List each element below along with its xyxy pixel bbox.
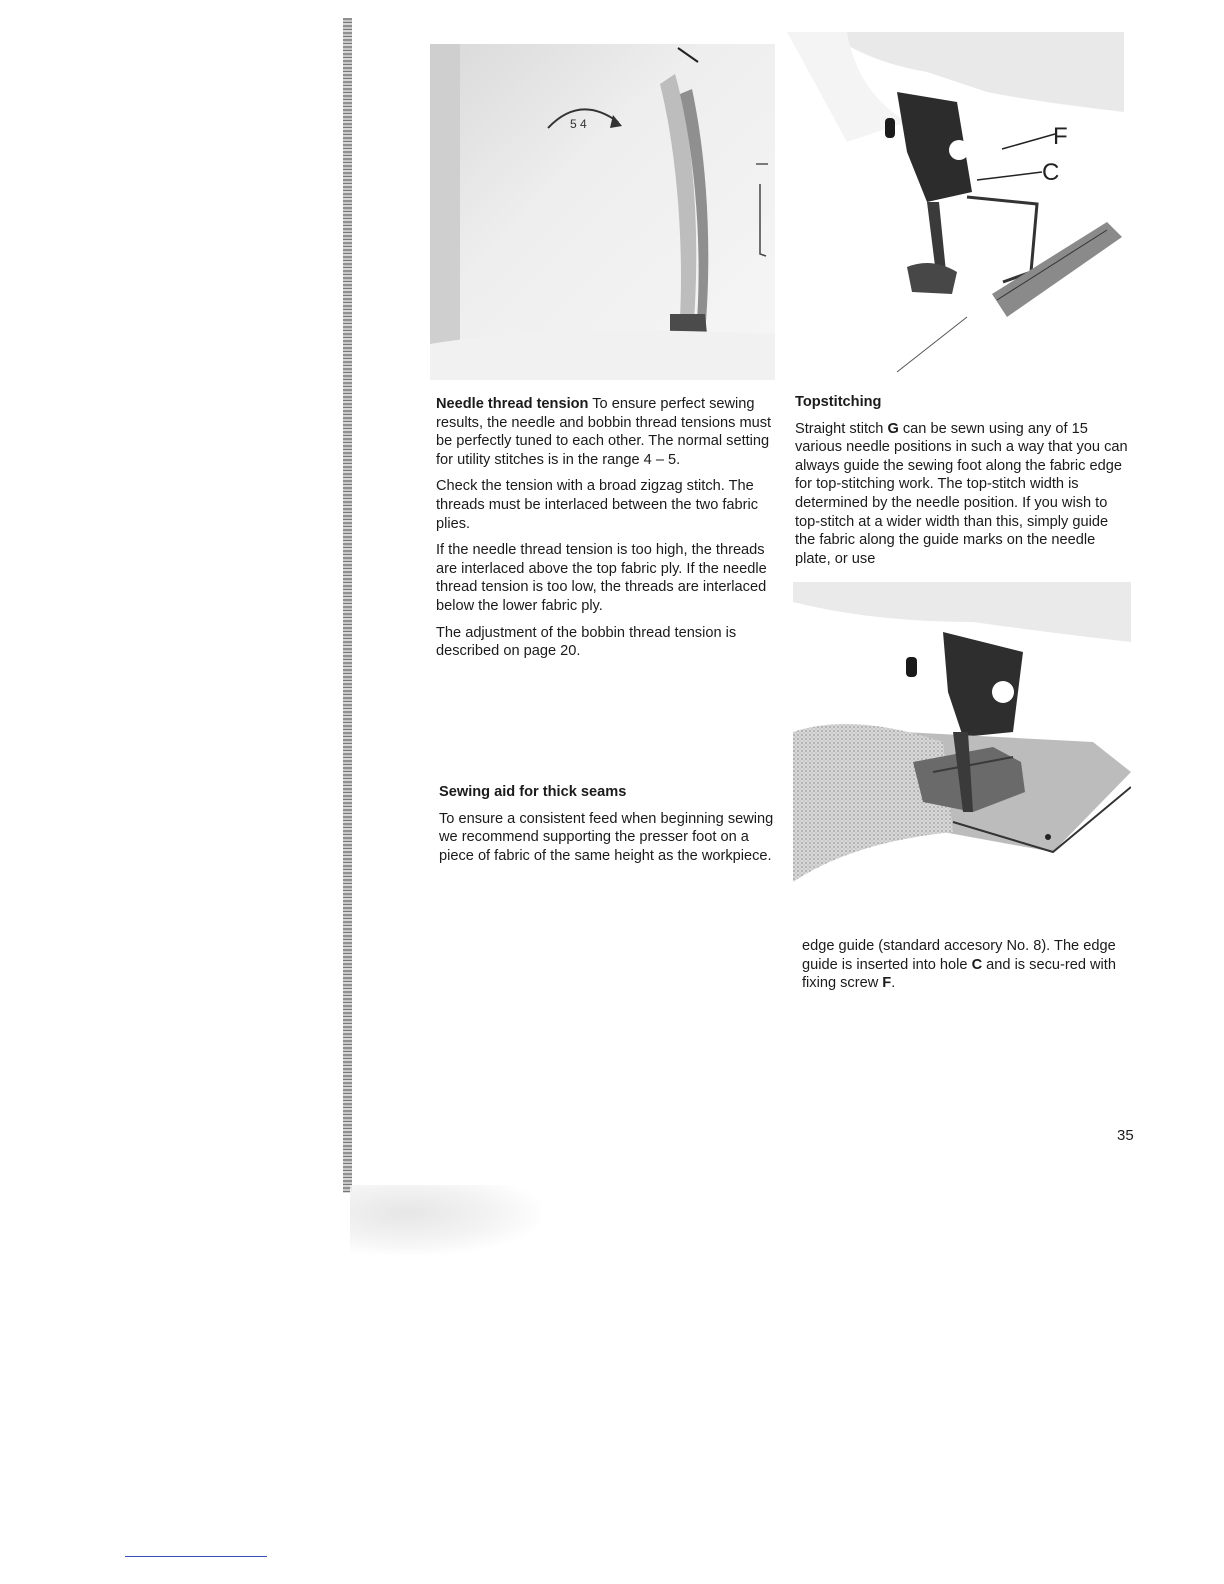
thick-seams-heading: Sewing aid for thick seams (439, 784, 627, 800)
edge-guide-text-c: . (891, 975, 896, 992)
tension-intro: To ensure perfect sewing results, the needle and bobbin thread tensions must be perfectly tuned to each other. The normal setting for utility stitches is in the range 4 – 5. (436, 396, 772, 468)
hole-letter: C (971, 956, 983, 973)
footer-rule (125, 1556, 267, 1557)
tension-paragraph-3: If the needle thread tension is too high, the threads are interlaced above the top fabric ply. If the needle thread tension is too low, the threads are interlaced below the lower fabric ply. (436, 542, 767, 614)
edge-guide-text-b: and is secu-red with fixing screw (802, 956, 1116, 992)
stitch-letter: G (887, 420, 899, 437)
thick-seams-body: To ensure a consistent feed when beginning sewing we recommend supporting the presser foot on a piece of fabric of the same height as the workpiece. (439, 810, 774, 864)
screw-letter: F (882, 975, 892, 992)
dial-digits: 5 4 (570, 117, 587, 131)
edge-guide-text (802, 937, 1117, 993)
tension-paragraph-1 (436, 395, 781, 469)
label-f: F (1053, 123, 1068, 150)
edge-guide-text-a: edge guide (standard accesory No. 8). The edge guide is inserted into hole (802, 938, 1116, 973)
section-needle-thread-tension (436, 395, 781, 669)
topstitching-heading: Topstitching (795, 394, 882, 410)
topstitching-body (795, 420, 1130, 569)
photo-tension-dial (430, 44, 775, 380)
topstitching-text-b: can be sewn using any of 15 various needle positions in such a way that you can always guide the sewing foot along the fabric edge for top-stitching work. The top-stitch width is determined by the needle position. If you wish to top-stitch at a wider width than this, simply guide the fabric along the guide marks on the needle plate, or use (795, 420, 1128, 567)
page-number: 35 (1117, 1127, 1134, 1144)
photo-thick-seam (793, 582, 1131, 922)
tension-paragraph-2: Check the tension with a broad zigzag stitch. The threads must be interlaced between the two fabric plies. (436, 478, 759, 532)
section-thick-seams (439, 783, 784, 873)
scan-smudge (350, 1185, 540, 1255)
binding-edge (343, 18, 352, 1193)
label-c: C (1042, 159, 1060, 186)
tension-paragraph-4: The adjustment of the bobbin thread tension is described on page 20. (436, 624, 737, 660)
section-topstitching (795, 393, 1130, 576)
photo-edge-guide (787, 32, 1124, 377)
tension-heading: Needle thread tension (436, 396, 589, 412)
topstitching-continuation (802, 937, 1117, 1001)
topstitching-text-a: Straight stitch (795, 420, 888, 437)
